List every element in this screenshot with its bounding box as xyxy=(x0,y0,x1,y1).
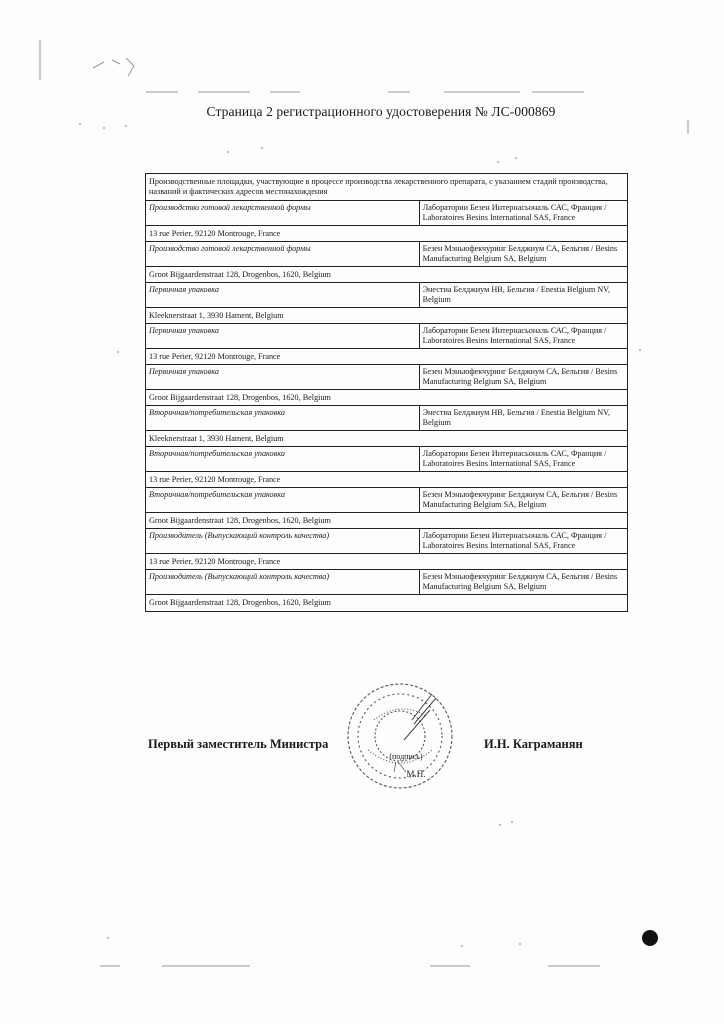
stage-label: Вторичная/потребительская упаковка xyxy=(146,447,420,471)
company-name: Лаборатории Безен Интернасьональ САС, Франция / Laboratoires Besins International SAS, France xyxy=(419,447,627,471)
site-address: Groot Bijgaardenstraat 128, Drogenbos, 1620, Belgium xyxy=(146,594,628,611)
stage-label: Вторичная/потребительская упаковка xyxy=(146,406,420,430)
site-address: 13 rue Perier, 92120 Montrouge, France xyxy=(146,553,628,570)
site-address: Kleeknerstraat 1, 3930 Hament, Belgium xyxy=(146,307,628,324)
site-address: Groot Bijgaardenstraat 128, Drogenbos, 1620, Belgium xyxy=(146,266,628,283)
stage-label: Вторичная/потребительская упаковка xyxy=(146,488,420,512)
company-name: Безен Мэньюфекчуринг Белджиум СА, Бельгия / Besins Manufacturing Belgium SA, Belgium xyxy=(419,488,627,512)
table-caption: Производственные площадки, участвующие в процессе производства лекарственного препарата, с указанием стадий производства, названий и фактических адресов местонахождения xyxy=(146,174,628,201)
company-name: Безен Мэньюфекчуринг Белджиум СА, Бельгия / Besins Manufacturing Belgium SA, Belgium xyxy=(419,242,627,266)
site-address: 13 rue Perier, 92120 Montrouge, France xyxy=(146,471,628,488)
stage-label: Производитель (Выпускающий контроль качества) xyxy=(146,529,420,553)
company-name: Лаборатории Безен Интернасьональ САС, Франция / Laboratoires Besins International SAS, France xyxy=(419,529,627,553)
company-name: Энестиа Белджиум НВ, Бельгия / Enestia Belgium NV, Belgium xyxy=(419,406,627,430)
signature-placeholder: (подпись) xyxy=(389,752,423,761)
company-name: Безен Мэньюфекчуринг Белджиум СА, Бельгия / Besins Manufacturing Belgium SA, Belgium xyxy=(419,570,627,594)
stage-label: Первичная упаковка xyxy=(146,283,420,307)
stage-label: Производство готовой лекарственной формы xyxy=(146,242,420,266)
site-address: Kleeknerstraat 1, 3930 Hament, Belgium xyxy=(146,430,628,447)
stage-label: Первичная упаковка xyxy=(146,324,420,348)
site-address: 13 rue Perier, 92120 Montrouge, France xyxy=(146,225,628,242)
stamp-placeholder: М.П. xyxy=(406,769,426,779)
company-name: Энестиа Белджиум НВ, Бельгия / Enestia Belgium NV, Belgium xyxy=(419,283,627,307)
company-name: Безен Мэньюфекчуринг Белджиум СА, Бельгия / Besins Manufacturing Belgium SA, Belgium xyxy=(419,365,627,389)
company-name: Лаборатории Безен Интернасьональ САС, Франция / Laboratoires Besins International SAS, France xyxy=(419,201,627,225)
stage-label: Производство готовой лекарственной формы xyxy=(146,201,420,225)
site-address: Groot Bijgaardenstraat 128, Drogenbos, 1620, Belgium xyxy=(146,389,628,406)
page-title: Страница 2 регистрационного удостоверения № ЛС-000869 xyxy=(206,104,556,119)
company-name: Лаборатории Безен Интернасьональ САС, Франция / Laboratoires Besins International SAS, France xyxy=(419,324,627,348)
stage-label: Производитель (Выпускающий контроль качества) xyxy=(146,570,420,594)
signatory-name: И.Н. Каграманян xyxy=(484,737,583,751)
site-address: 13 rue Perier, 92120 Montrouge, France xyxy=(146,348,628,365)
stage-label: Первичная упаковка xyxy=(146,365,420,389)
site-address: Groot Bijgaardenstraat 128, Drogenbos, 1620, Belgium xyxy=(146,512,628,529)
signatory-title: Первый заместитель Министра xyxy=(148,737,329,751)
